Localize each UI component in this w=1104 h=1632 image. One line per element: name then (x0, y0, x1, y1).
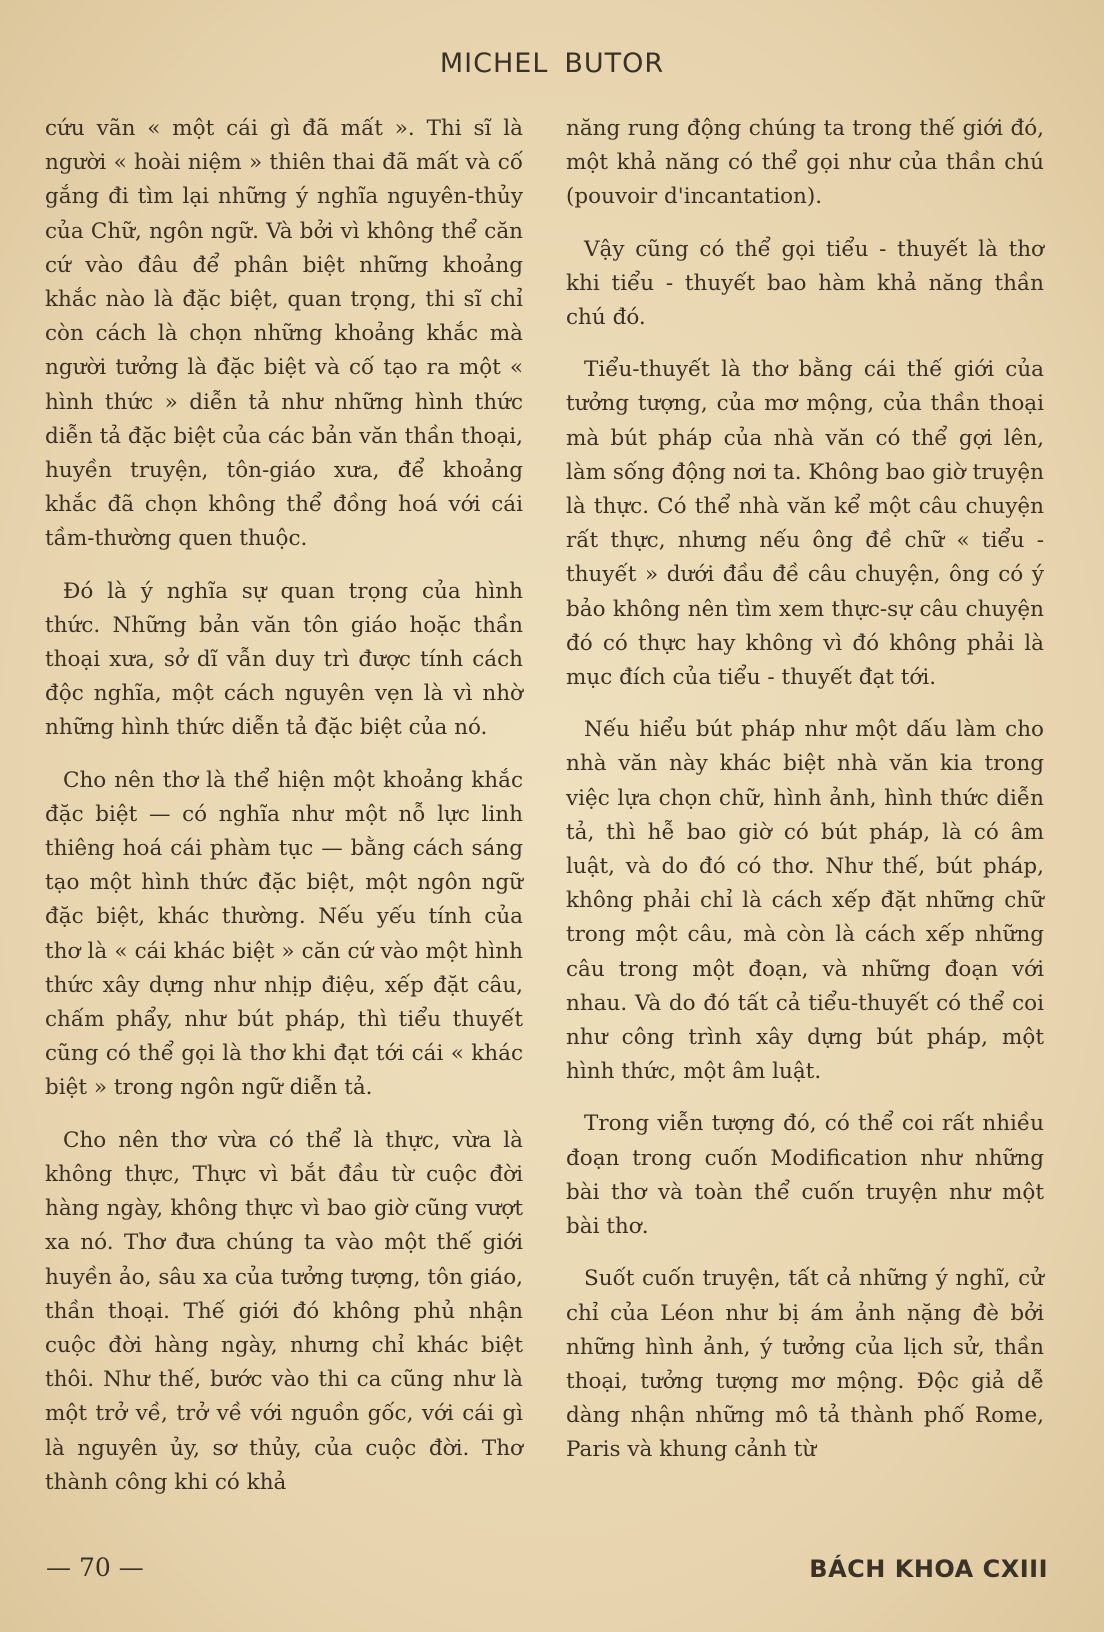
paragraph: Vậy cũng có thể gọi tiểu - thuyết là thơ khi tiểu - thuyết bao hàm khả năng thần chú đó. (566, 236, 1044, 331)
paragraph: Cho nên thơ là thể hiện một khoảng khắc đặc biệt — có nghĩa như một nỗ lực linh thiêng hoá cái phàm tục — bằng cách sáng tạo một hình thức đặc biệt, một ngôn ngữ đặc biệt, khác thường. Nếu yếu tính của thơ là « cái khác biệt » căn cứ vào một hình thức xây dựng như nhịp điệu, xếp đặt câu, chấm phẩy, như bút pháp, thì tiểu thuyết cũng có thể gọi là thơ khi đạt tới cái « khác biệt » trong ngôn ngữ diễn tả. (45, 767, 523, 1101)
left-column (45, 112, 523, 1518)
author-last-name: BUTOR (564, 48, 665, 79)
journal-name: BÁCH KHOA CXIII (809, 1555, 1048, 1583)
right-column (566, 112, 1044, 1486)
page-number: — 70 — (46, 1553, 144, 1582)
paragraph: Nếu hiểu bút pháp như một dấu làm cho nhà văn này khác biệt nhà văn kia trong việc lựa chọn chữ, hình ảnh, hình thức diễn tả, thì hễ bao giờ có bút pháp, là có âm luật, và do đó có thơ. Như thế, bút pháp, không phải chỉ là cách xếp đặt những chữ trong một câu, mà còn là cách xếp những câu trong một đoạn, và những đoạn với nhau. Và do đó tất cả tiểu-thuyết có thể coi như công trình xây dựng bút pháp, một hình thức, một âm luật. (566, 717, 1044, 1085)
paragraph: năng rung động chúng ta trong thế giới đó, một khả năng có thể gọi như của thần chú (pouvoir d'incantation). (566, 116, 1044, 210)
paragraph: Đó là ý nghĩa sự quan trọng của hình thức. Những bản văn tôn giáo hoặc thần thoại xưa, sở dĩ vẫn duy trì được tính cách độc nghĩa, một cách nguyên vẹn là vì nhờ những hình thức diễn tả đặc biệt của nó. (45, 578, 523, 741)
paragraph: Trong viễn tượng đó, có thể coi rất nhiều đoạn trong cuốn Modification như những bài thơ và toàn thể cuốn truyện như một bài thơ. (566, 1111, 1044, 1240)
paragraph: Cho nên thơ vừa có thể là thực, vừa là không thực, Thực vì bắt đầu từ cuộc đời hàng ngày, không thực vì bao giờ cũng vượt xa nó. Thơ đưa chúng ta vào một thế giới huyền ảo, sâu xa của tưởng tượng, tôn giáo, thần thoại. Thế giới đó không phủ nhận cuộc đời hàng ngày, nhưng chỉ khác biệt thôi. Như thế, bước vào thi ca cũng như là một trở về, trở về với nguồn gốc, với cái gì là nguyên ủy, sơ thủy, của cuộc đời. Thơ thành công khi có khả (45, 1127, 523, 1495)
paragraph: Tiểu-thuyết là thơ bằng cái thế giới của tưởng tượng, của mơ mộng, của thần thoại mà bút pháp của nhà văn có thể gợi lên, làm sống động nơi ta. Không bao giờ truyện là thực. Có thể nhà văn kể một câu chuyện rất thực, nhưng nếu ông đề chữ « tiểu - thuyết » dưới đầu đề câu chuyện, ông có ý bảo không nên tìm xem thực-sự câu chuyện đó có thực hay không vì đó không phải là mục đích của tiểu - thuyết đạt tới. (566, 357, 1044, 691)
running-header (0, 48, 1104, 79)
paragraph: Suốt cuốn truyện, tất cả những ý nghĩ, cử chỉ của Léon như bị ám ảnh nặng đè bởi những hình ảnh, ý tưởng của lịch sử, thần thoại, tưởng tượng mơ mộng. Độc giả dễ dàng nhận những mô tả thành phố Rome, Paris và khung cảnh từ (566, 1266, 1044, 1463)
paragraph: cứu vãn « một cái gì đã mất ». Thi sĩ là người « hoài niệm » thiên thai đã mất và cố gắng đi tìm lại những ý nghĩa nguyên-thủy của Chữ, ngôn ngữ. Và bởi vì không thể căn cứ vào đâu để phân biệt những khoảng khắc nào là đặc biệt, quan trọng, thi sĩ chỉ còn cách là chọn những khoảng khắc mà người tưởng là đặc biệt và cố tạo ra một « hình thức » diễn tả như những hình thức diễn tả đặc biệt của các bản văn thần thoại, huyền truyện, tôn-giáo xưa, để khoảng khắc đã chọn không thể đồng hoá với cái tầm-thường quen thuộc. (45, 116, 523, 552)
author-first-name: MICHEL (439, 48, 549, 79)
